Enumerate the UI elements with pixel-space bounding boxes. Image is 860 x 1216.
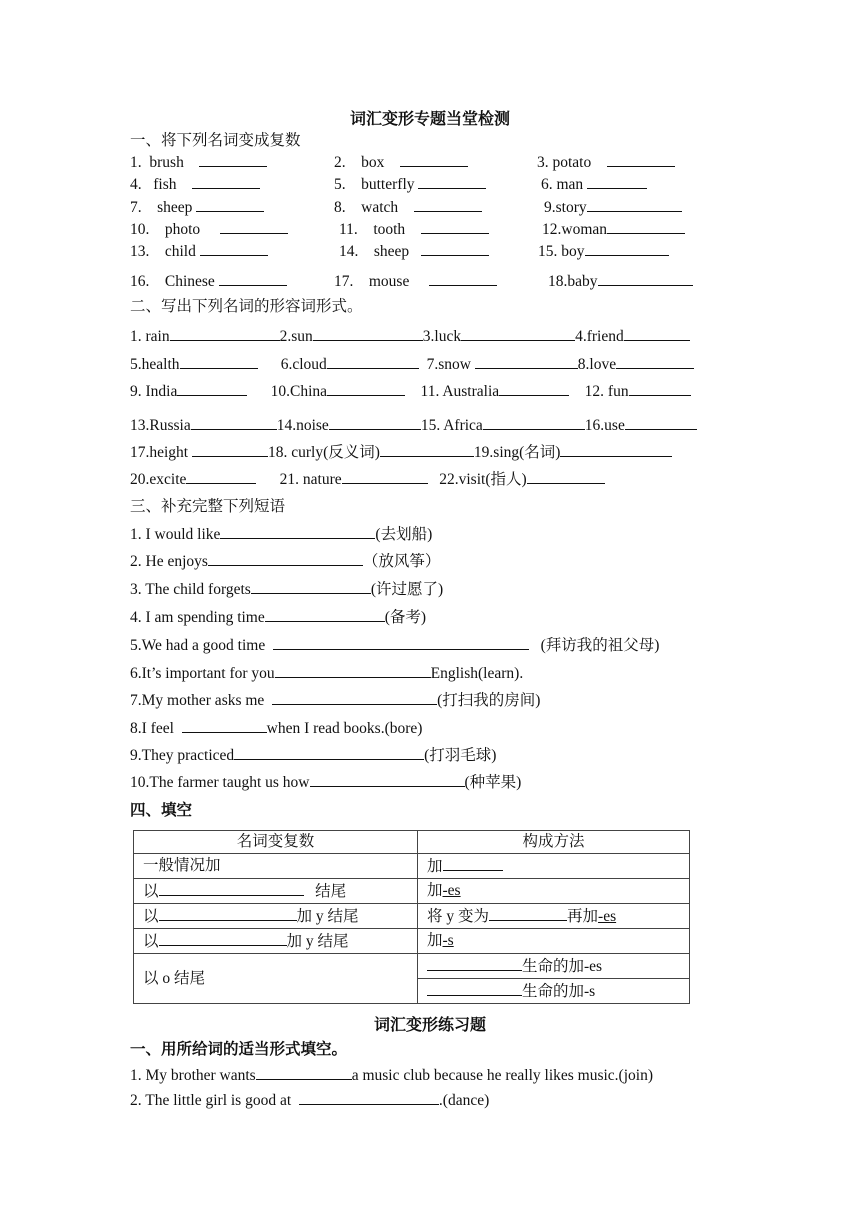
table-cell: 以 结尾	[134, 879, 418, 904]
plural-item: 4. fish	[130, 172, 260, 194]
plural-item: 14. sheep	[339, 239, 489, 261]
table-row	[134, 879, 690, 904]
plural-item: 2. box	[334, 150, 468, 172]
section-3-heading: 三、补充完整下列短语	[130, 498, 286, 515]
plural-item: 7. sheep	[130, 195, 264, 217]
table-cell: 以 加 y 结尾	[134, 904, 418, 929]
plural-item: 13. child	[130, 239, 268, 261]
plural-item: 6. man	[541, 172, 647, 194]
adjective-row: 5.health 6.cloud 7.snow 8.love	[130, 352, 694, 374]
adjective-row: 20.excite 21. nature 22.visit(指人)	[130, 467, 605, 489]
table-cell: 加	[418, 854, 690, 879]
plural-item: 11. tooth	[339, 217, 489, 239]
plural-item: 12.woman	[542, 217, 685, 239]
plural-item: 10. photo	[130, 217, 288, 239]
practice-item: 2. The little girl is good at .(dance)	[130, 1088, 489, 1110]
section-2-heading: 二、写出下列名词的形容词形式。	[130, 298, 363, 315]
plural-item: 8. watch	[334, 195, 482, 217]
phrase-item: 3. The child forgets (许过愿了)	[130, 577, 443, 599]
phrase-item: 9.They practiced (打羽毛球)	[130, 743, 496, 765]
plural-item: 16. Chinese	[130, 269, 287, 291]
table-row	[134, 904, 690, 929]
table-row	[134, 954, 690, 979]
plural-item: 17. mouse	[334, 269, 497, 291]
plural-item: 18.baby	[548, 269, 693, 291]
phrase-item: 1. I would like (去划船)	[130, 522, 432, 544]
plural-item: 15. boy	[538, 239, 669, 261]
phrase-item: 4. I am spending time (备考)	[130, 605, 426, 627]
plural-item: 3. potato	[537, 150, 675, 172]
section-4-heading: 四、填空	[130, 802, 193, 819]
adjective-row: 17.height 18. curly(反义词) 19.sing(名词)	[130, 440, 672, 462]
table-cell: 生命的加-es	[418, 954, 690, 979]
table-row	[134, 854, 690, 879]
phrase-item: 2. He enjoys （放风筝）	[130, 549, 440, 571]
practice-title: 词汇变形练习题	[373, 1017, 486, 1034]
phrase-item: 7.My mother asks me (打扫我的房间)	[130, 688, 540, 710]
adjective-row: 9. India 10.China 11. Australia 12. fun	[130, 379, 691, 401]
table-cell: 以 o 结尾	[134, 954, 418, 1004]
table-header-cell: 名词变复数	[134, 831, 418, 854]
plural-item: 5. butterfly	[334, 172, 486, 194]
table-row	[134, 929, 690, 954]
phrase-item: 8.I feel when I read books.(bore)	[130, 716, 422, 738]
adjective-row: 13.Russia 14.noise 15. Africa 16.use	[130, 413, 697, 435]
table-cell: 加-s	[418, 929, 690, 954]
phrase-item: 5.We had a good time (拜访我的祖父母)	[130, 633, 659, 655]
table-cell: 生命的加-s	[418, 979, 690, 1004]
adjective-row: 1. rain 2.sun 3.luck 4.friend	[130, 324, 690, 346]
table-cell: 加-es	[418, 879, 690, 904]
table-cell: 以 加 y 结尾	[134, 929, 418, 954]
table-cell: 一般情况加	[134, 854, 418, 879]
phrase-item: 10.The farmer taught us how (种苹果)	[130, 770, 521, 792]
phrase-item: 6.It’s important for you English(learn).	[130, 661, 523, 683]
table-cell: 将 y 变为 再加-es	[418, 904, 690, 929]
table-header-cell: 构成方法	[418, 831, 690, 854]
practice-item: 1. My brother wants a music club because he really likes music.(join)	[130, 1063, 653, 1085]
table-header-row	[134, 831, 690, 854]
practice-section-heading: 一、用所给词的适当形式填空。	[130, 1041, 348, 1058]
section-1-heading: 一、将下列名词变成复数	[130, 132, 301, 149]
page-title: 词汇变形专题当堂检测	[349, 111, 510, 128]
plural-item: 9.story	[544, 195, 682, 217]
plural-rules-table	[133, 830, 690, 1004]
plural-item: 1. brush	[130, 150, 267, 172]
